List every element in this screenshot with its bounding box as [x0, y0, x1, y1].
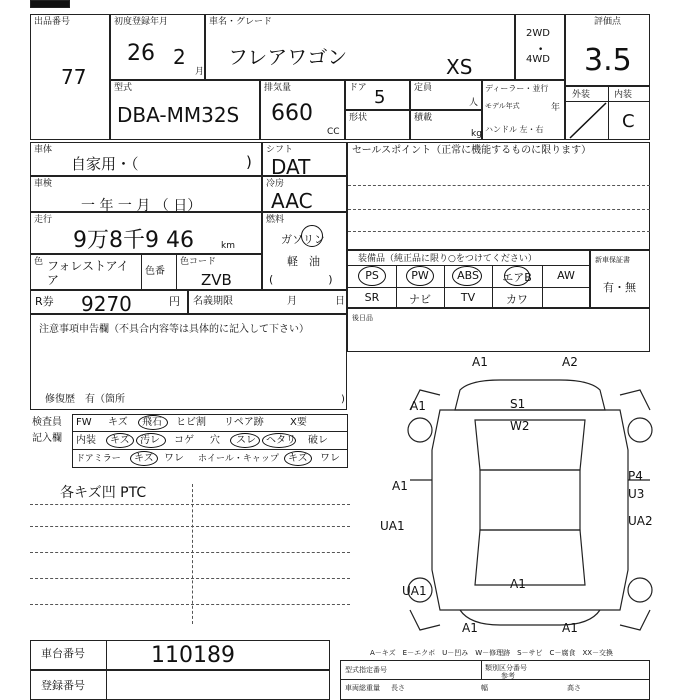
- door-count: 5: [374, 87, 386, 108]
- fuel-box: [262, 212, 347, 290]
- circle-ps: [358, 266, 386, 286]
- memo-area: [30, 474, 350, 624]
- circle-int-scratch: [106, 433, 134, 448]
- model-code: DBA-MM32S: [117, 103, 240, 127]
- fuel-label: 燃料: [266, 215, 285, 225]
- reg-no-label: 登録番号: [41, 679, 85, 692]
- circle-wheel-scratch: [284, 451, 312, 466]
- diesel-label: 軽 油: [287, 255, 320, 268]
- notes-box: [30, 314, 347, 410]
- record-label: 記入欄: [32, 433, 62, 444]
- warranty-label: 新車保証書: [595, 256, 630, 264]
- capacity-label: 定員: [414, 83, 433, 93]
- load-box: [410, 110, 482, 140]
- interior-grade: C: [622, 111, 635, 132]
- mark-s1: S1: [510, 397, 526, 411]
- mileage-box: [30, 212, 262, 254]
- height-label: 高さ: [567, 684, 581, 692]
- grade-label: 評価点: [594, 17, 622, 27]
- warranty-box: [590, 250, 650, 308]
- width-label: 幅: [481, 684, 488, 692]
- color-label: 色: [34, 257, 44, 267]
- equip-ps: PS: [365, 269, 379, 282]
- exterior-label: 外装: [572, 90, 591, 100]
- color-box: [30, 254, 262, 290]
- spec-box: [340, 660, 650, 700]
- reg-month: 2: [173, 45, 186, 69]
- color-no-label: 色番: [145, 266, 165, 277]
- equip-aw-top: AW: [557, 269, 575, 282]
- use-value: 自家用・（: [71, 155, 139, 173]
- dealer-label: ディーラー・並行: [485, 84, 549, 93]
- model-type-label: 型式: [114, 83, 133, 93]
- check-int-sag: ヘタリ: [266, 435, 296, 446]
- check-int-scratch: キズ: [110, 435, 130, 446]
- check-mirror: ドアミラー: [76, 454, 121, 464]
- reg-month-unit: 月: [195, 67, 205, 77]
- check-table: [30, 414, 350, 470]
- lot-label: 出品番号: [34, 17, 71, 27]
- drive-2wd: 2WD: [526, 28, 550, 39]
- top-strip: [30, 0, 70, 8]
- lot-box: [30, 14, 110, 140]
- chassis-label: 車台番号: [41, 647, 85, 660]
- vehicle-name: フレアワゴン: [228, 45, 348, 69]
- sales-points-box: [347, 142, 650, 250]
- equip-sr: SR: [364, 291, 380, 304]
- rear-label: 後日品: [352, 314, 373, 322]
- mark-a2-front: A2: [562, 355, 578, 369]
- check-mirror-crack: ワレ: [164, 453, 184, 464]
- shift-label: シフト: [266, 145, 294, 155]
- ticket-box: [30, 290, 188, 314]
- circle-int-wear: [230, 433, 260, 448]
- expiry-day: 日: [335, 296, 345, 307]
- cc-unit: CC: [327, 127, 340, 137]
- equipment-label: 装備品（純正品に限り○をつけてください）: [358, 254, 537, 264]
- class-label: 類別区分番号: [485, 664, 527, 672]
- registration-box: [110, 14, 205, 80]
- color-name: フォレストアイア: [47, 259, 129, 287]
- mark-ua2: UA2: [628, 514, 653, 528]
- memo-text: 各キズ凹 PTC: [60, 485, 147, 501]
- chassis-value: 110189: [151, 643, 235, 668]
- mileage-value: 9万8千9 46: [73, 228, 194, 253]
- mark-a1-side: A1: [392, 479, 408, 493]
- circle-airbag: [504, 266, 530, 286]
- expiry-month: 月: [287, 296, 297, 307]
- capacity-box: [410, 80, 482, 110]
- check-interior: 内装: [76, 435, 96, 446]
- check-fw-scratch: キズ: [108, 417, 128, 428]
- ac-label: 冷房: [266, 179, 285, 189]
- check-fw: FW: [76, 417, 92, 428]
- ref-label: 参考: [501, 672, 515, 680]
- check-int-burn: コゲ: [174, 435, 194, 446]
- mark-a1-rr: A1: [562, 621, 578, 635]
- grade-point: 3.5: [584, 43, 632, 78]
- ac-value: AAC: [271, 189, 313, 213]
- warranty-value: 有・無: [603, 281, 636, 294]
- door-label: ドア: [349, 83, 367, 93]
- equip-pw: PW: [411, 269, 429, 282]
- chassis-box: [30, 640, 330, 670]
- reg-year: 26: [127, 41, 155, 66]
- check-wheel-scratch: キズ: [288, 453, 308, 464]
- check-fw-replace: X要: [290, 417, 307, 428]
- sales-points-label: セールスポイント（正常に機能するものに限ります）: [352, 145, 592, 156]
- inspection-label: 車検: [34, 179, 53, 189]
- car-damage-diagram: [380, 350, 680, 650]
- displacement-label: 排気量: [264, 83, 292, 93]
- gross-weight-label: 車両総重量: [345, 684, 380, 692]
- check-fw-repair: リペア跡: [224, 417, 264, 428]
- color-code-label: 色コード: [180, 257, 217, 267]
- displacement-box: [260, 80, 345, 140]
- mark-ua1-left: UA1: [380, 519, 405, 533]
- mark-p4: P4: [628, 469, 643, 483]
- ext-int-box: [565, 86, 650, 140]
- check-int-dirt: 汚レ: [140, 435, 160, 446]
- mark-ua1-rear: UA1: [402, 584, 427, 598]
- circle-pw: [406, 266, 434, 286]
- displacement-value: 660: [271, 101, 313, 126]
- shift-box: [262, 142, 347, 179]
- check-wheel: ホイール・キャップ: [198, 454, 279, 464]
- check-fw-chip: 飛石: [142, 417, 162, 428]
- equipment-box: [347, 250, 590, 308]
- body-label: 車体: [34, 145, 53, 155]
- check-wheel-crack: ワレ: [320, 453, 340, 464]
- load-label: 積載: [414, 113, 433, 123]
- equip-airbag: エアB: [502, 271, 532, 284]
- use-close: ): [246, 153, 252, 171]
- drive-dot: •: [538, 45, 544, 55]
- repair-history-label: 修復歴 有（箇所: [45, 394, 125, 405]
- model-box: [205, 14, 515, 80]
- name-expiry-label: 名義期限: [193, 296, 233, 307]
- check-label: 検査員: [32, 417, 62, 428]
- check-fw-crack: ヒビ割: [176, 417, 206, 428]
- vehicle-grade: XS: [446, 55, 473, 79]
- grade-box: [565, 14, 650, 86]
- model-year-label: モデル年式: [485, 102, 520, 110]
- inspection-box: [30, 176, 262, 212]
- fuel-paren: ( ): [269, 273, 333, 286]
- exterior-slash: [566, 101, 608, 140]
- year-unit: 年: [551, 103, 561, 113]
- inspection-value: 一 年 一 月 （ 日）: [81, 198, 202, 214]
- dealer-box: [482, 80, 565, 140]
- shift-value: DAT: [271, 155, 311, 179]
- shape-box: [345, 110, 410, 140]
- lot-number: 77: [61, 65, 87, 89]
- handle-label: ハンドル 左・右: [485, 125, 544, 134]
- mark-a1-rear: A1: [510, 577, 526, 591]
- name-expiry-box: [188, 290, 347, 314]
- ac-box: [262, 176, 347, 212]
- shape-label: 形状: [349, 113, 368, 123]
- circle-abs: [452, 266, 482, 286]
- check-mirror-scratch: キズ: [134, 453, 154, 464]
- rear-box: [347, 308, 650, 352]
- mark-a1-front: A1: [472, 355, 488, 369]
- check-int-hole: 穴: [210, 435, 220, 446]
- yen-unit: 円: [169, 295, 180, 308]
- circle-int-sag: [262, 433, 296, 448]
- equip-abs: ABS: [457, 269, 479, 282]
- km-unit: km: [221, 241, 235, 251]
- ticket-value: 9270: [81, 292, 132, 316]
- model-label: 車名・グレード: [209, 17, 273, 27]
- notes-label: 注意事項申告欄（不具合内容等は具体的に記入して下さい）: [39, 324, 309, 335]
- mileage-label: 走行: [34, 215, 53, 225]
- equip-leather: カワ: [506, 293, 528, 306]
- circle-chip: [138, 415, 168, 430]
- gasoline-circle: [301, 225, 323, 247]
- mark-u3: U3: [628, 487, 645, 501]
- damage-legend: A－キズ E－エクボ U－凹み W－修理跡 S－サビ C－腐食 XX－交換: [370, 649, 614, 657]
- drive-box: [515, 14, 565, 80]
- color-code-value: ZVB: [201, 271, 232, 289]
- mark-a1-rl: A1: [462, 621, 478, 635]
- circle-int-dirt: [136, 433, 166, 448]
- mark-a1-left: A1: [410, 399, 426, 413]
- drive-4wd: 4WD: [526, 54, 550, 65]
- kg-unit: kg: [471, 129, 482, 139]
- mark-w2: W2: [510, 419, 530, 433]
- check-int-tear: 破レ: [308, 435, 328, 446]
- equip-navi: ナビ: [409, 293, 431, 306]
- person-unit: 人: [469, 98, 479, 108]
- reg-no-box: [30, 670, 330, 700]
- spec-label: 型式指定番号: [345, 666, 387, 674]
- circle-mirror-scratch: [130, 451, 158, 466]
- door-box: [345, 80, 410, 110]
- body-use-box: [30, 142, 262, 176]
- check-int-wear: スレ: [236, 435, 256, 446]
- interior-label: 内装: [614, 90, 633, 100]
- length-label: 長さ: [391, 684, 405, 692]
- gasoline-label: ガソリン: [281, 233, 325, 246]
- repair-close: ): [341, 394, 345, 405]
- model-type-box: [110, 80, 260, 140]
- reg-label: 初度登録年月: [114, 17, 169, 27]
- equip-tv: TV: [460, 291, 476, 304]
- ticket-label: R券: [35, 295, 54, 308]
